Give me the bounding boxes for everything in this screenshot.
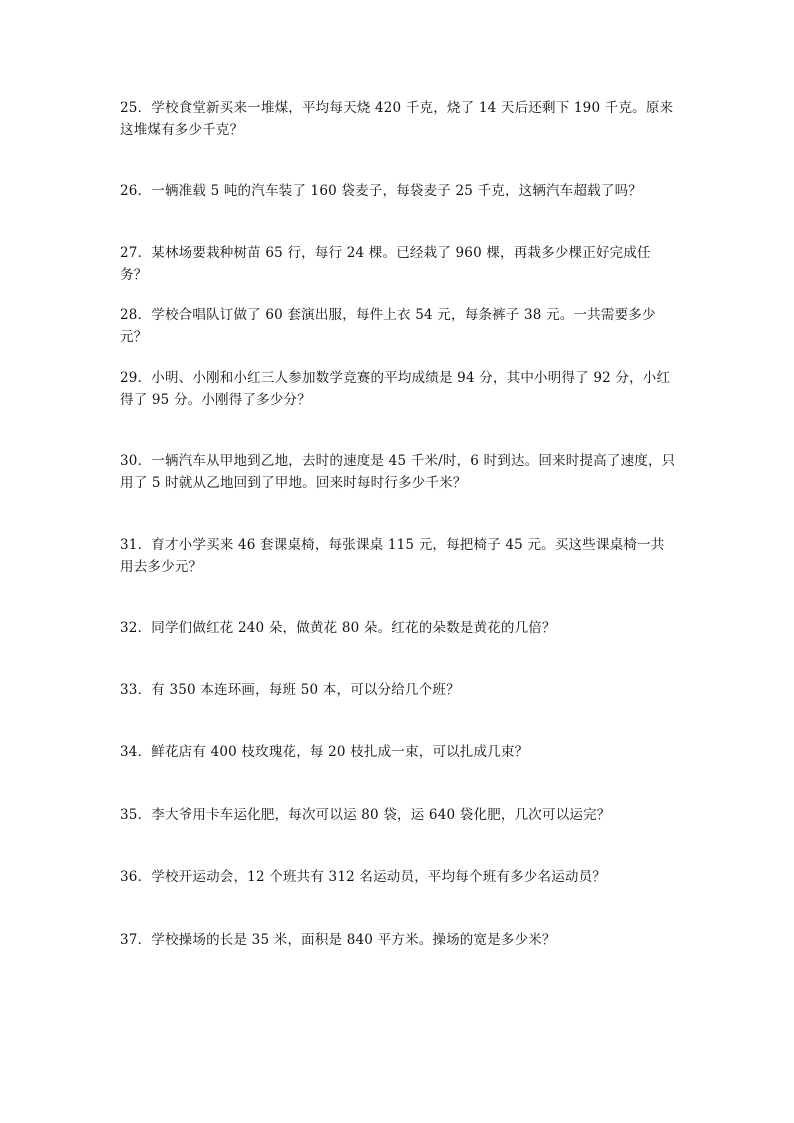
question-text: 有 350 本连环画，每班 50 本，可以分给几个班？ (151, 682, 460, 698)
question-27 (120, 242, 676, 286)
question-31 (120, 534, 676, 578)
question-text: 学校操场的长是 35 米，面积是 840 平方米。操场的宽是多少米？ (151, 932, 556, 948)
question-30 (120, 450, 676, 494)
question-number: 37． (120, 932, 152, 948)
question-text: 某林场要栽种树苗 65 行，每行 24 棵。已经栽了 960 棵，再栽多少棵正好完成任务？ (120, 245, 651, 283)
question-35 (120, 804, 676, 826)
question-number: 31． (120, 537, 152, 553)
question-text: 一辆准载 5 吨的汽车装了 160 袋麦子，每袋麦子 25 千克，这辆汽车超载了吗？ (151, 183, 642, 199)
question-text: 鲜花店有 400 枝玫瑰花，每 20 枝扎成一束，可以扎成几束？ (151, 744, 529, 760)
question-number: 36． (120, 869, 152, 885)
question-29 (120, 367, 676, 411)
question-text: 育才小学买来 46 套课桌椅，每张课桌 115 元，每把椅子 45 元。买这些课桌椅一共用去多少元？ (120, 537, 665, 575)
question-number: 35． (120, 807, 152, 823)
question-28 (120, 304, 676, 348)
question-26 (120, 180, 676, 202)
question-number: 26． (120, 183, 152, 199)
question-number: 25． (120, 100, 152, 116)
question-text: 学校合唱队订做了 60 套演出服，每件上衣 54 元，每条裤子 38 元。一共需要多少元？ (120, 307, 656, 345)
question-number: 29． (120, 370, 152, 386)
question-number: 30． (120, 453, 152, 469)
question-25 (120, 97, 676, 141)
question-text: 李大爷用卡车运化肥，每次可以运 80 袋，运 640 袋化肥，几次可以运完？ (151, 807, 611, 823)
question-34 (120, 741, 676, 763)
question-number: 32． (120, 620, 152, 636)
question-37 (120, 929, 676, 951)
question-number: 33． (120, 682, 152, 698)
question-36 (120, 866, 676, 888)
question-text: 学校食堂新买来一堆煤，平均每天烧 420 千克，烧了 14 天后还剩下 190 千克。原来这堆煤有多少千克？ (120, 100, 674, 138)
question-number: 27． (120, 245, 152, 261)
question-text: 小明、小刚和小红三人参加数学竞赛的平均成绩是 94 分，其中小明得了 92 分，小红得了 95 分。小刚得了多少分？ (120, 370, 671, 408)
question-32 (120, 617, 676, 639)
question-number: 34． (120, 744, 152, 760)
question-number: 28． (120, 307, 152, 323)
question-text: 同学们做红花 240 朵，做黄花 80 朵。红花的朵数是黄花的几倍？ (151, 620, 556, 636)
question-33 (120, 679, 676, 701)
question-text: 学校开运动会，12 个班共有 312 名运动员，平均每个班有多少名运动员？ (151, 869, 606, 885)
question-text: 一辆汽车从甲地到乙地，去时的速度是 45 千米/时，6 时到达。回来时提高了速度，只用了 5 时就从乙地回到了甲地。回来时每时行多少千米？ (120, 453, 676, 491)
